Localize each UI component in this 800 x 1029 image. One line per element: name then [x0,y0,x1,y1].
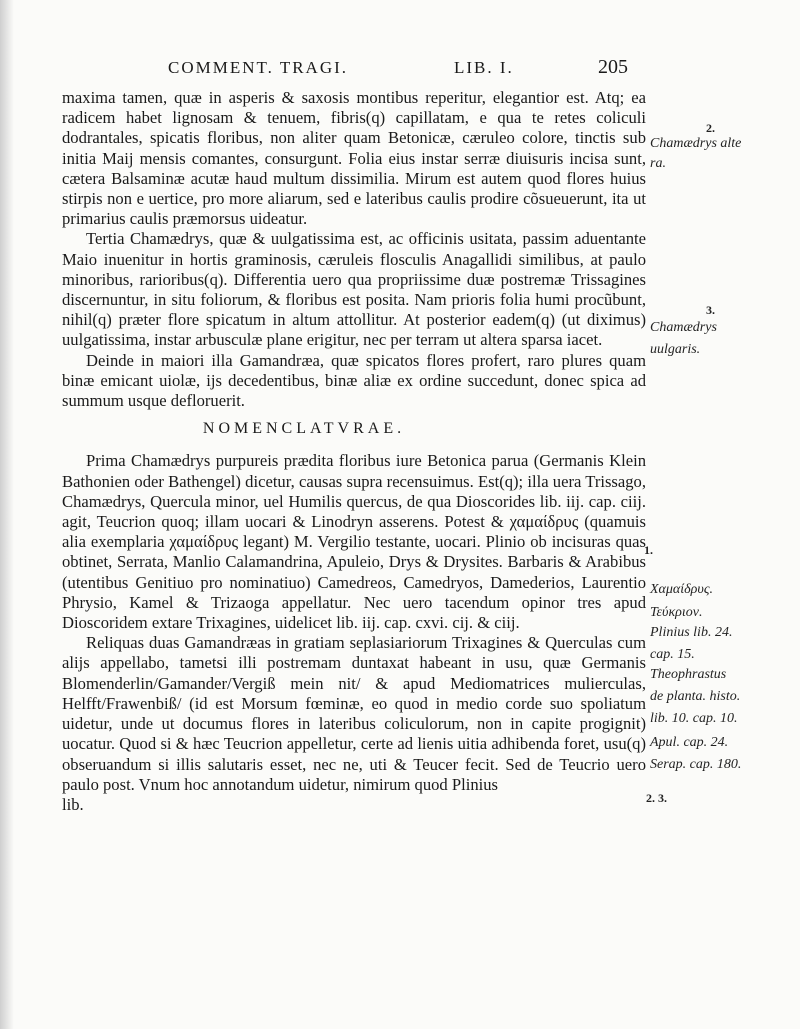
running-head-title: COMMENT. TRAGI. [168,58,349,77]
margin-note: Theophrastus [650,667,727,682]
margin-note: 2. 3. [646,791,667,805]
margin-note: lib. 10. cap. 10. [650,711,738,726]
margin-note: Τεύκριον. [650,605,703,620]
paragraph-4: Prima Chamædrys purpureis prædita floribus iure Betonica parua (Germanis Klein Bathonien oder Bathengel) dicetur, causas supra recensuimus. Est(q); illa uera Trissago, Chamædrys, Quercula minor, uel Humilis quercus, de qua Dioscorides lib. iij. cap. ciij. agit, Teucrion quoq; illam uocari & Linodryn asserens. Potest & χαμαίδρυς (quamuis alia exemplaria χαμαίδρυς legant) M. Vergilio testante, uocari. Plinio ob incisuras quas obtinet, Serrata, Manlio Calamandrina, Apuleio, Drys & Drysites. Barbaris & Arabibus (utentibus Genitiuo pro nominatiuo) Camedreos, Camedryos, Damederios, Laurentio Phrysio, Kamel & Trizaoga appellatur. Nec uero tacendum opinor tres apud Dioscoridem extare Trixagines, uidelicet lib. iij. cap. cxvi. cij. & ciij. [62,451,646,633]
margin-note: Chamædrys [650,320,717,335]
margin-note: Χαμαίδρυς. [650,582,713,597]
margin-note: uulgaris. [650,342,701,357]
margin-note: Serap. cap. 180. [650,757,742,772]
paragraph-2: Tertia Chamædrys, quæ & uulgatissima est, ac officinis usitata, passim aduentante Maio inuenitur in hortis graminosis, cæruleis flosculis Anagallidi similibus, at paulo minoribus, rarioribus(q). Differentia uero qua propriissime duæ postremæ Trissagines discernuntur, in situ foliorum, & floribus est posita. Nam prioris folia humi procũbunt, nihil(q) præter flore spicatum in altum attollitur. At posterior eadem(q) (ut diximus) uulgatissima, instar arbusculæ plane erigitur, nec per terram ut altera sparsa iacet. [62,229,646,350]
margin-note: 1. [644,543,653,557]
margin-note: 2. [706,121,715,135]
page-number: 205 [598,56,628,78]
running-head-book: LIB. I. [454,58,514,77]
margin-note: Plinius lib. 24. [650,625,733,640]
margin-note: ra. [650,156,666,171]
paragraph-1: maxima tamen, quæ in asperis & saxosis montibus reperitur, elegantior est. Atq; ea radicem habet lignosam & tenuem, fibris(q) capillatam, e qua te retes coliculi dodrantales, spicatis floribus, non aliter quam Betonicæ, cæruleo colore, tinctis sub initia Maij mensis comantes, consurgunt. Folia eius instar serræ diuisuris incisa sunt, cætera Balsaminæ acutæ haud multum dissimilia. Mirum est autem quod flores huius stirpis non e uertice, pro more aliarum, sed e lateribus caulis prodire cõsueuerunt, ita ut primarius caulis præmorsus uideatur. [62,88,646,229]
paragraph-5: Reliquas duas Gamandræas in gratiam seplasiariorum Trixagines & Querculas cum alijs appellabo, tametsi illi postremam duntaxat habeant in usu, quæ Germanis Blomenderlin/Gamander/Vergiß mein nit/ & apud Mediomatrices mulierculas, Helfft/Frawenbiß/ (id est Morsum fœminæ, eo quod in medio corde suo spoliatum uidetur, unde ut documus flores in lateribus coliculorum, non in capite progignit) uocatur. Quod si & hæc Teucrion appelletur, certe ad lienis uitia adhibenda foret, usu(q) obseruandum si illis salutaris esset, nec ne, uti & Teucer fecit. Sed de Teucrio uero paulo post. Vnum hoc annotandum uidetur, nimirum quod Plinius [62,633,646,794]
section-heading: NOMENCLATVRAE. [202,420,406,438]
catchword: lib. [62,794,84,814]
margin-note: 3. [706,303,715,317]
margin-note: Chamædrys alte [650,136,742,151]
margin-note: Apul. cap. 24. [650,735,729,750]
margin-note: cap. 15. [650,647,695,662]
running-head [168,58,628,82]
margin-note: de planta. histo. [650,689,741,704]
main-text [62,88,646,815]
paragraph-3: Deinde in maiori illa Gamandræa, quæ spicatos flores profert, raro plures quam binæ emicant uiolæ, ijs decedentibus, binæ aliæ ex ordine succedunt, donec spica ad summum usque defloruerit. [62,350,646,411]
